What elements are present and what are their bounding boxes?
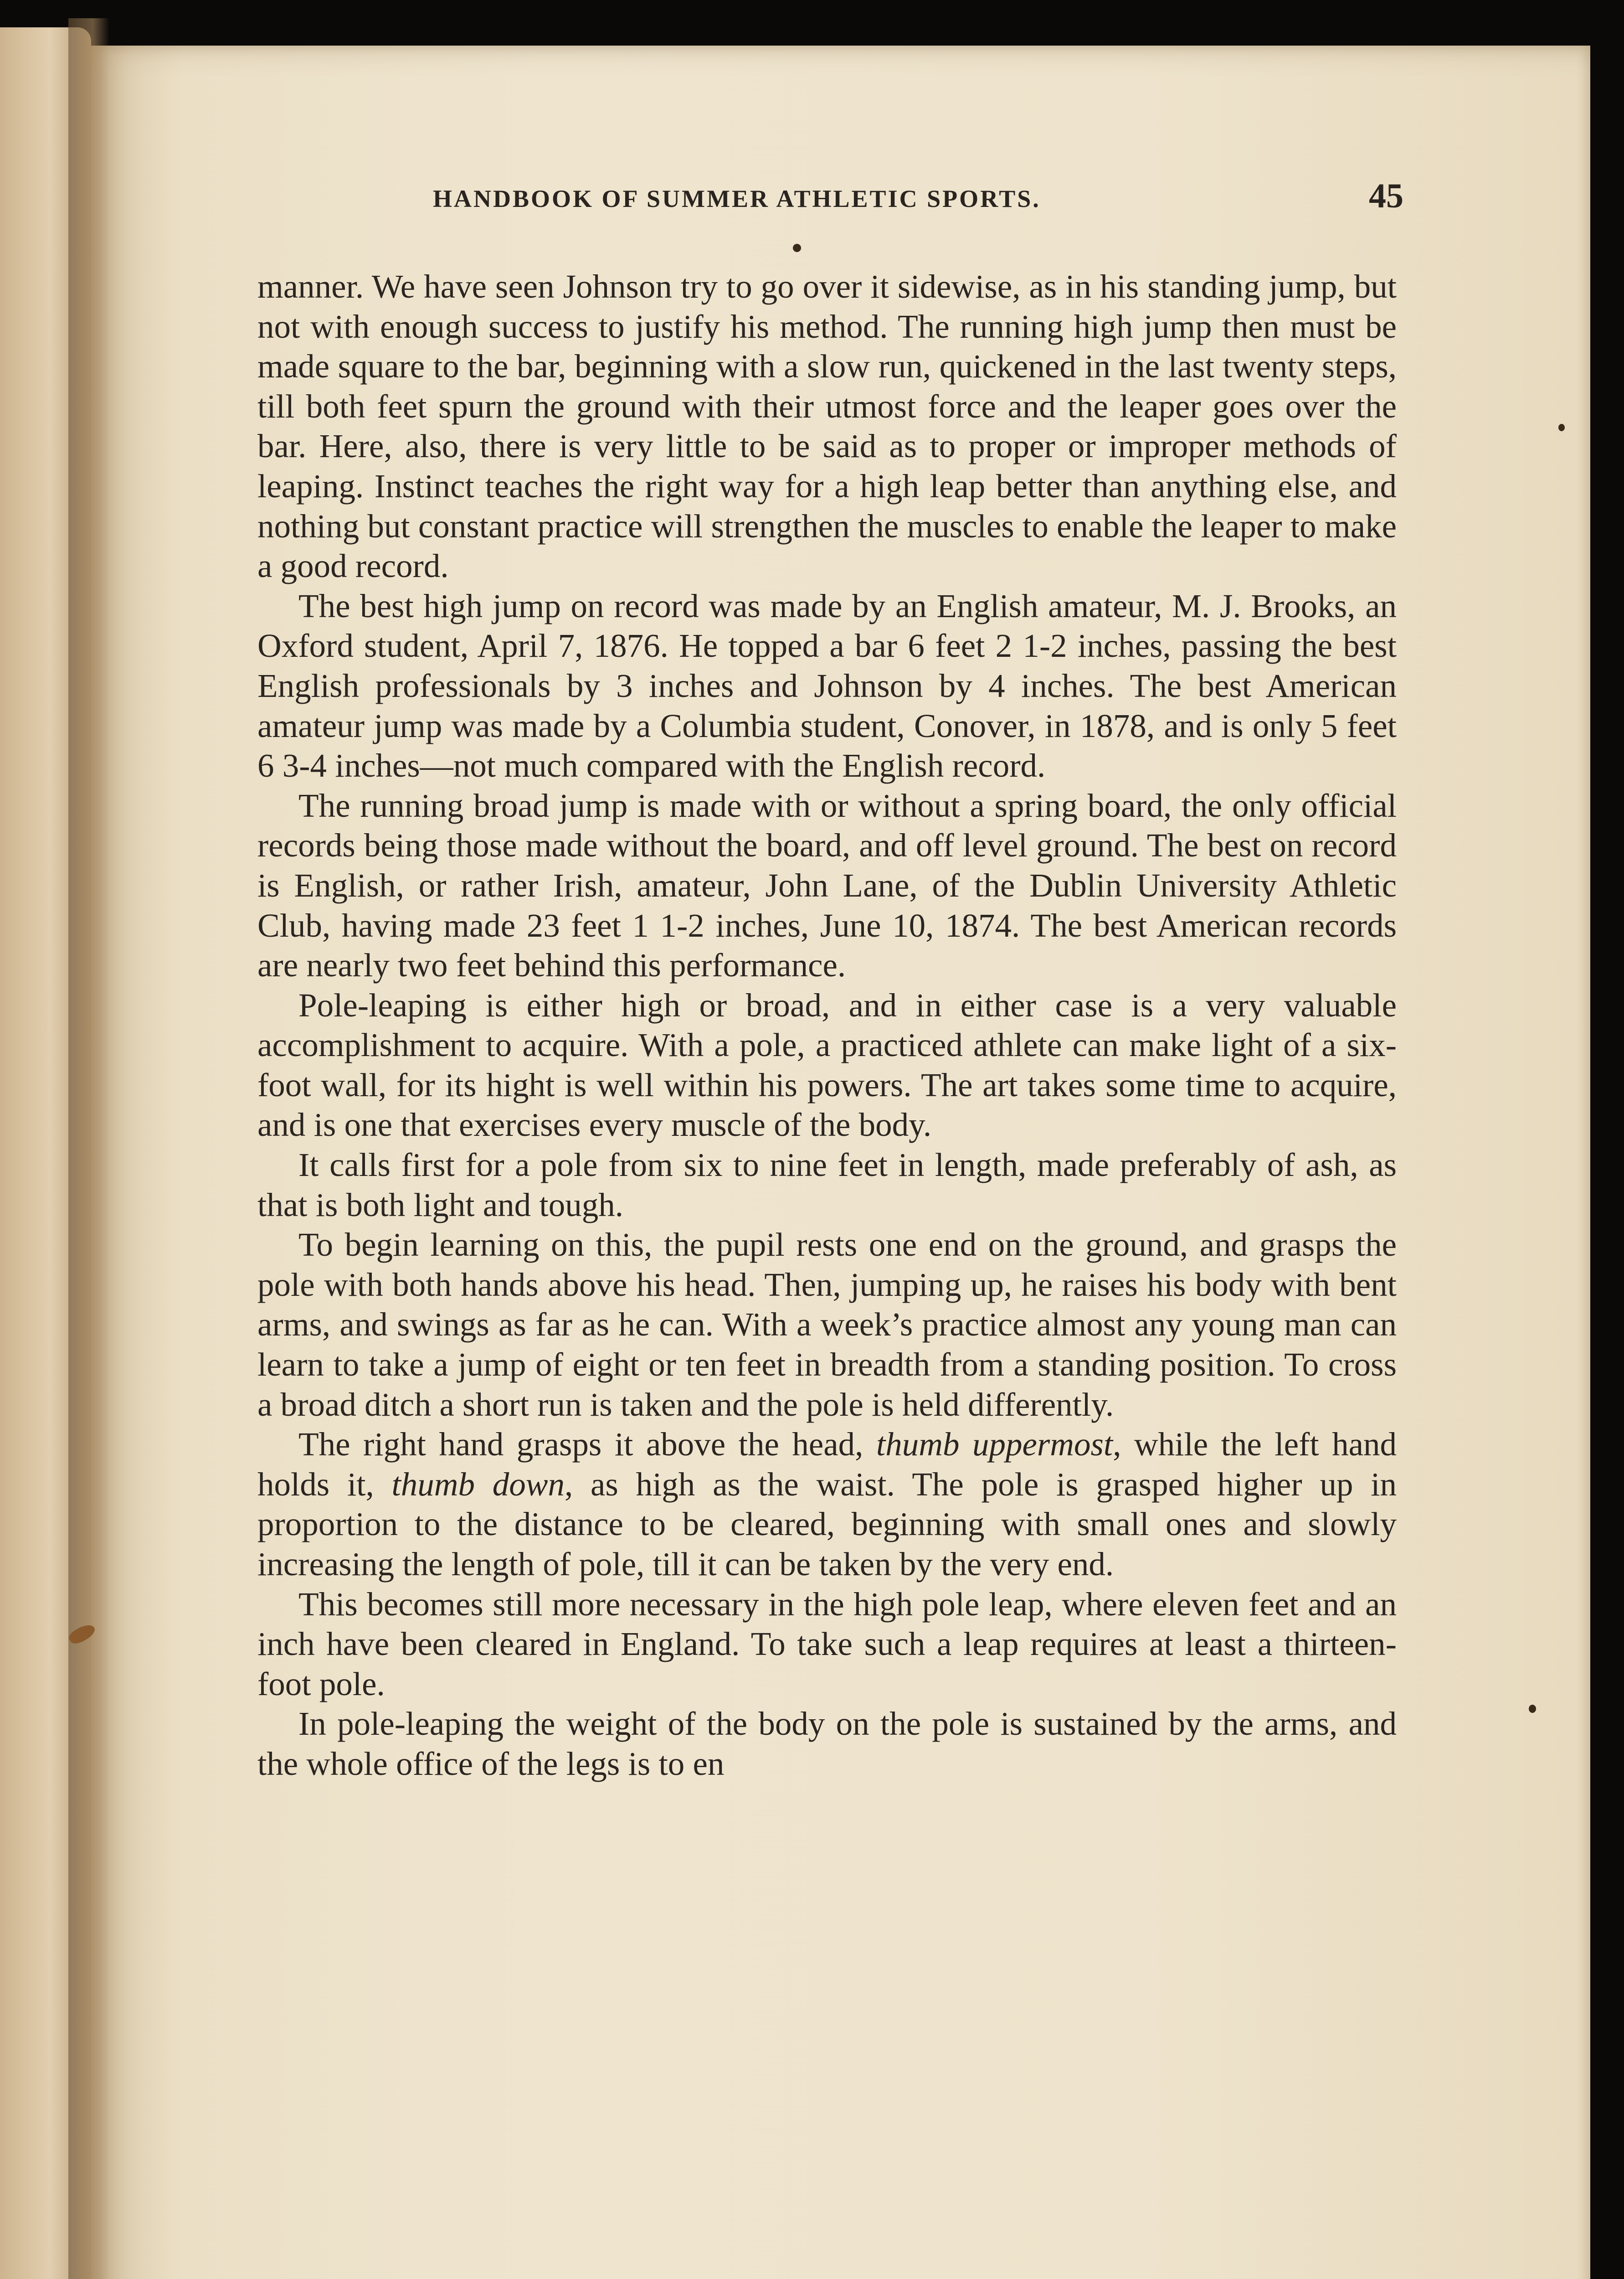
paragraph: The best high jump on record was made by an English amateur, M. J. Brooks, an Oxford student, April 7, 1876. He topped a bar 6 feet 2 1-2 inches, passing the best English professionals by 3 inches and Johnson by 4 inches. The best American amateur jump was made by a Columbia student, Conover, in 1878, and is only 5 feet 6 3-4 inches—not much compared with the English record. (257, 587, 1397, 784)
italic-phrase: thumb down (391, 1465, 565, 1503)
paragraph: To begin learning on this, the pupil rests one end on the ground, and grasps the pole with both hands above his head. Then, jumping up, he raises his body with bent arms, and swings as far as he can. With a week’s practice almost any young man can learn to take a jump of eight or ten feet in breadth from a standing position. To cross a broad ditch a short run is taken and the pole is held differently. (257, 1226, 1397, 1423)
paragraph: The running broad jump is made with or without a spring board, the only official records being those made without the board, and off level ground. The best on record is English, or rather Irish, amateur, John Lane, of the Dublin University Athletic Club, having made 23 feet 1 1-2 inches, June 10, 1874. The best American records are nearly two feet behind this performance. (257, 787, 1397, 984)
paragraph-text: The right hand grasps it above the head, (298, 1426, 876, 1463)
ink-speck (1558, 424, 1565, 431)
running-head: HANDBOOK OF SUMMER ATHLETIC SPORTS. (433, 185, 1041, 212)
book-gutter (68, 18, 109, 2279)
ink-speck (793, 244, 801, 252)
paragraph: It calls first for a pole from six to nine feet in length, made preferably of ash, as that is both light and tough. (257, 1146, 1397, 1223)
paragraph-text: , while the left hand holds it, (257, 1426, 1397, 1503)
paragraph: Pole-leaping is either high or broad, and in either case is a very valuable accomplishment to acquire. With a pole, a practiced athlete can make light of a six-foot wall, for its hight is well within his powers. The art takes some time to acquire, and is one that exercises every muscle of the body. (257, 986, 1397, 1144)
paragraph: In pole-leaping the weight of the body on the pole is sustained by the arms, and the whole office of the legs is to en (257, 1705, 1397, 1782)
page-number: 45 (1369, 177, 1403, 215)
body-text (257, 267, 1397, 1784)
paragraph: manner. We have seen Johnson try to go over it sidewise, as in his standing jump, but not with enough success to justify his method. The running high jump then must be made square to the bar, beginning with a slow run, quickened in the last twenty steps, till both feet spurn the ground with their utmost force and the leaper goes over the bar. Here, also, there is very little to be said as to proper or improper methods of leaping. Instinct teaches the right way for a high leap better than anything else, and nothing but constant practice will strengthen the muscles to enable the leaper to make a good record. (257, 268, 1397, 585)
paragraph-text: , as high as the waist. The pole is grasped higher up in proportion to the distance to be cleared, beginning with small ones and slowly increasing the length of pole, till it can be taken by the very end. (257, 1465, 1397, 1583)
paragraph: This becomes still more necessary in the high pole leap, where eleven feet and an inch have been cleared in England. To take such a leap requires at least a thirteen-foot pole. (257, 1585, 1397, 1702)
paragraph (257, 1424, 1397, 1584)
italic-phrase: thumb uppermost (876, 1426, 1113, 1463)
ink-speck (1529, 1705, 1536, 1713)
